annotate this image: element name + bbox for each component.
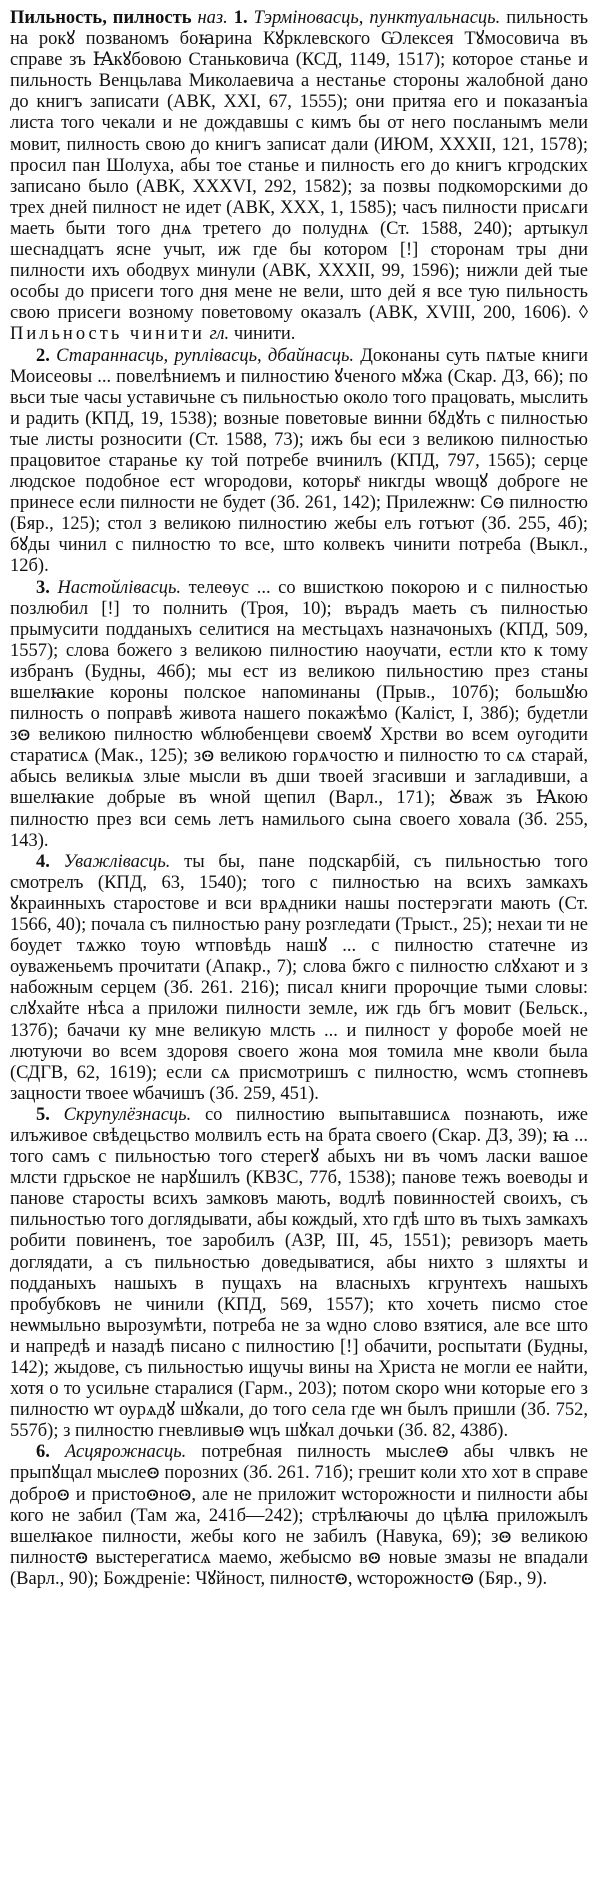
- sense-number: 4.: [36, 851, 50, 872]
- sense-text: Доконаны суть пѧтые книги Моисеовы ... повелѣниемъ и пилностию ꙋченого мꙋжа (Скар. ДЗ, 66); по вьси тые часы уставичьне съ пильностью около того працовать, мыслить и радить (КПД, 19, 1538); возные поветовые винни бꙋдꙋть с пилностью тые листы розносити (Ст. 1588, 73); ижъ бы еси з великою пилностью працовитое старанье ку той потребе вчинилъ (КПД, 797, 1565); серце людское подобное ест ѡгородови, которыͯ никгды ѡвощꙋ доброге не принесе если пилности не будет (Зб. 261, 142); Прилежнѡ: Сꙫ пилностю (Бяр., 125); стол з великою пилностию жебы елъ готъют (Зб. 255, 4б); бꙋды чинил с пилностю то все, што колвекъ чинити потреба (Выкл., 12б).: [10, 345, 589, 577]
- entry-sense-3: [10, 578, 588, 852]
- headword: Пильность, пилность: [10, 8, 192, 28]
- sense-text: ты бы, пане подскарбiй, съ пильностью того смотрелъ (КПД, 63, 1540); того с пилностью на всихъ замкахъ ꙋкраинныхъ старостове и вси врѧдники нашы постерэгати мають (Ст. 1566, 40); почала съ пилностью рану розгледати (Трыст., 25); нехаи ти не боудет тѧжко тоую ѡтповѣдь нашꙋ ... с пилностю статечне из оуваженьемъ прочитати (Апакр., 7); слова бжго с пилностю слꙋхают и з набожным серцем (Зб. 261. 216); писал книги пророчцие тыми словы: слꙋхайте нѣса а приложи пилности земле, иж гдь бгъ мовит (Бельск., 137б); бачачи ку мне великую млсть ... и пилност у форобе моей не лютуючи во всем здоровя своего жона моя томила мне кволи была (СДГВ, 62, 1619); если сѧ присмотришъ с пилностю, ѡсмъ стопневъ зацности твоее ѡбачишъ (Зб. 259, 451).: [10, 851, 588, 1104]
- sense-text: со пилностию выпытавшисѧ познають, иже илъживое свѣдецьство молвилъ есть на брата своего (Скар. ДЗ, 39); ꙗ ... того самъ с пильностью того стерегꙋ абыхъ ни въ чомъ ласки вашое млсти гдрьское не нарꙋшилъ (КВЗС, 77б, 1538); панове тежъ воеводы и панове старосты всихъ замковъ мають, водлѣ повинностей своихъ, съ пильностью того доглядывати, абы кождый, хто гдѣ што въ тыхъ замкахъ робити повиненъ, тое заробилъ (АЗР, III, 45, 1551); ревизоръ маеть доглядати, а съ пильностью доведыватися, абы нихто з шляхты и подданыхъ нашыхъ в пущахъ на власныхъ кгрунтехъ нашыхъ пробубковъ не чинили (КПД, 569, 1557); кто хочеть писмо стое неѡмыльно вырозумѣти, потреба не за ѡдно слово взятися, але все што и напредѣ и назадѣ писано с пилностию [!] обачити, роспытати (Будны, 142); жыдове, съ пильностью ищучы вины на Христа не могли ее найти, хотя о то усильне старалися (Гарм., 203); потом скоро ѡни которые его з пилностю ѡт оурѧдꙋ шꙋкали, до того села где ѡн былъ пришли (Зб. 752, 557б); з пилностю гневливыꙫ ѡцъ шꙋкал дочьки (Зб. 82, 438б).: [10, 1104, 589, 1442]
- sense-text: потребная пилность мыслеꙫ абы члвкъ не прыпꙋщал мыслеꙫ порозних (Зб. 261. 71б); грешит коли хто хот в справе доброꙫ и пристоꙫноꙫ, але не приложит ѡсторожности и пилности абы кого не забил (Там жа, 241б—242); стрѣлꙗючы до цѣлꙗ приложылъ вшелꙗкое пилности, жебы кого не забилъ (Навука, 69); зꙫ великою пилностꙫ выстерегатисѧ маемо, жебысмо вꙫ новые змазы не впадали (Варл., 90); Бождреніе: Чꙋйност, пилностꙫ, ѡсторожностꙫ (Бяр., 9).: [10, 1442, 588, 1589]
- entry-sense-5: [10, 1105, 588, 1443]
- sense-number: 6.: [36, 1442, 50, 1463]
- sense-text: телеѳус ... со вшисткою покорою и с пилностью позлюбил [!] то полнить (Троя, 10); върадъ маеть съ пилностью прымусити подданыхъ селитися на местьцахъ назначоныхъ (КПД, 509, 1557); слова божего з великою пилностию наоучати, естли кто к тому избранъ (Будны, 46б); мы ест из великою пильностию през станы вшелꙗкие короны полское напоминаны (Прыв., 107б); большꙋю пилность о поправѣ живота нашего покажѣмо (Калiст, I, 38б); будетли зꙫ великою пилностю ѡблюбенцеви своемꙋ Хрстви во всем оугодити старатисѧ (Мак., 125); зꙫ великою горѧчостю и пилностю то сѧ старай, абысь великыѧ злые мысли въ дши твоей згасивши и загладивши, а вшелꙗкие добрые въ ѡной щепил (Варл., 171); Ꙋваж зъ Ꙗкою пилностю през вси семь летъ намилього сына своего ховала (Зб. 255, 143).: [10, 577, 588, 851]
- grammar-label: наз.: [197, 8, 228, 28]
- sense-number: 2.: [36, 345, 50, 366]
- entry-sense-2: [10, 346, 588, 578]
- sense-number: 5.: [36, 1104, 50, 1125]
- sense-gloss: Уважлівасць.: [63, 851, 171, 872]
- entry-sense-6: [10, 1442, 588, 1590]
- sense-gloss: Настойлівасць.: [57, 577, 182, 598]
- sense-number: 1.: [233, 8, 248, 28]
- sense-gloss: Тэрміновасць, пунктуальнасць.: [253, 8, 501, 28]
- sense-number: 3.: [36, 577, 50, 598]
- phrase: Пильность чинити: [10, 324, 205, 345]
- phrase-grammar: гл.: [209, 324, 230, 345]
- sense-gloss: Асцярожнасць.: [65, 1442, 187, 1463]
- entry-sense-1: [10, 8, 588, 346]
- entry-sense-4: [10, 852, 588, 1105]
- sense-gloss: Скрупулёзнасць.: [63, 1104, 192, 1125]
- phrase-gloss: чинити.: [229, 324, 296, 345]
- sense-text: пильность на рокꙋ позваномъ боꙗрина Кꙋрклевского Ѡлексея Тꙋмосовича въ справе зъ Ꙗкꙋбовою Станьковича (КСД, 1149, 1517); которое станье и пильность Венцьлава Миколаевича а нестанье стороны жалобной дано до книгъ записати (АВК, XXI, 67, 1555); они притяа его и показанъіа листа того чекали и не дождавшы с кимъ бы от него посланымъ мели мовит, пилность свою до книгъ записат дали (ИЮМ, XXXII, 121, 1578); просил пан Шолуха, абы тое станье и пилность его до книгъ кгродских записано было (АВК, XXXVI, 292, 1582); за позвы подкоморскими до трех дней пилност не идет (АВК, XXX, 1, 1585); часъ пилности присѧги маеть быти того днѧ третего до полуднѧ (Ст. 1588, 240); артыкул шеснадцатъ ясне учыт, иж где бы котором [!] сторонам тры дни пилности ихъ ободвух минули (АВК, XXXII, 99, 1596); нижли дей тые особы до присеги того дня мене не вели, што дей я все тую пильность свою присеги возному поветовому оказалъ (АВК, XVIII, 200, 1606). ◊: [10, 8, 589, 324]
- sense-gloss: Стараннасць, руплівасць, дбайнасць.: [56, 345, 354, 366]
